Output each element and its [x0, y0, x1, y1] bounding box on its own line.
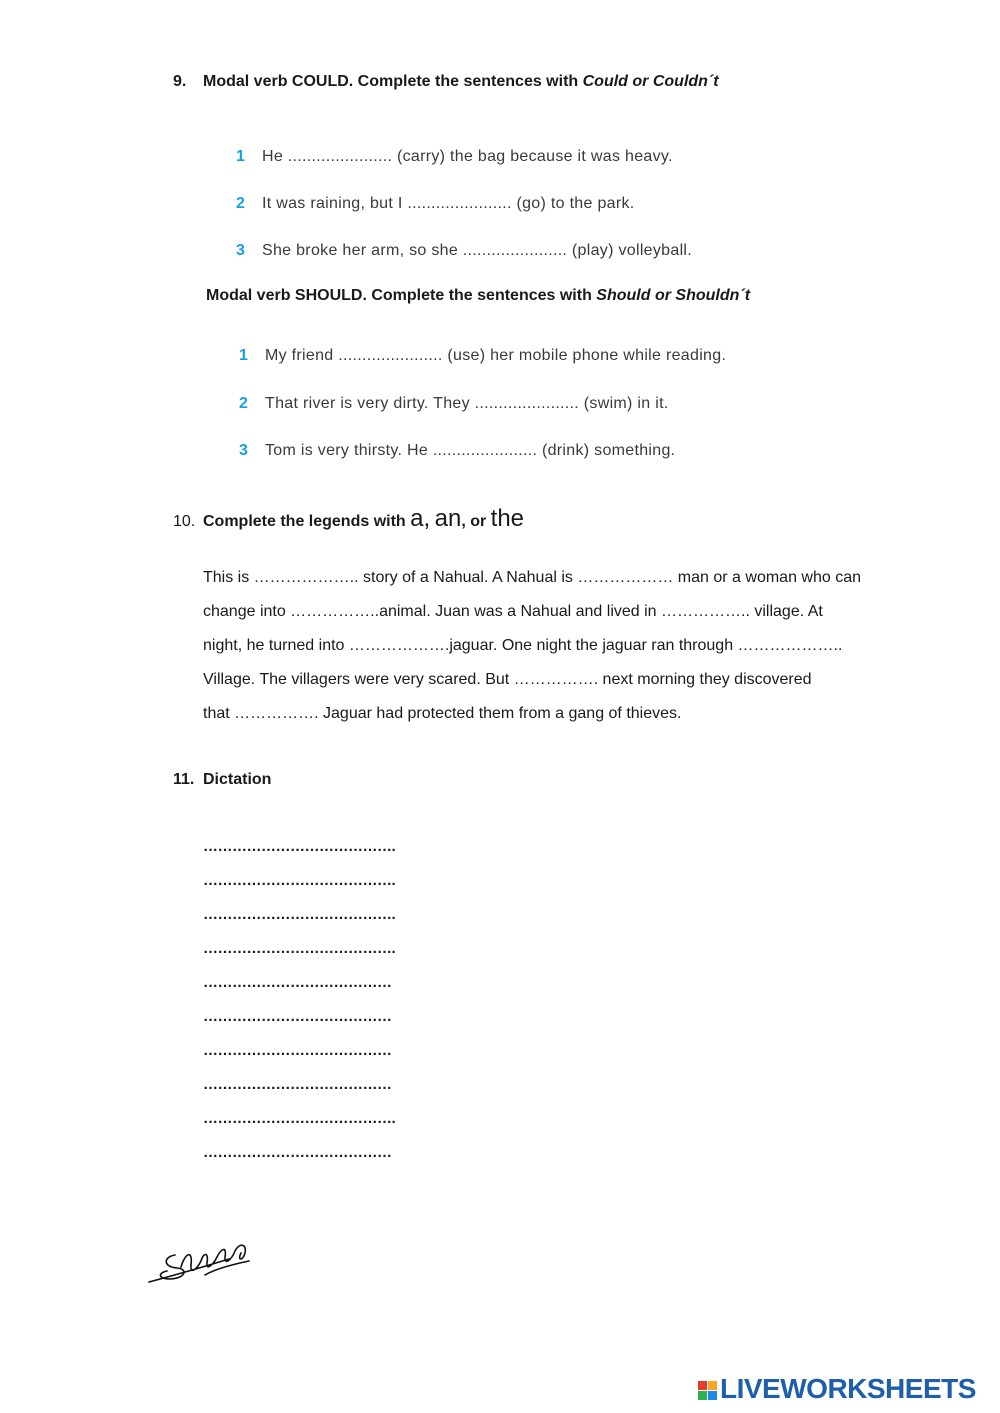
item-text: She broke her arm, so she ...................... (play) volleyball.	[262, 242, 693, 259]
dictation-line[interactable]: ………………………………….	[203, 872, 396, 889]
item-text: That river is very dirty. They ...................... (swim) in it.	[265, 395, 669, 412]
could-item	[236, 148, 673, 166]
paragraph-line: This is ……………….. story of a Nahual. A Nahual is ……………… man or a woman who can	[203, 569, 861, 586]
word-an: an	[434, 505, 462, 532]
should-item	[239, 395, 669, 413]
item-number: 3	[239, 442, 249, 459]
item-number: 3	[236, 242, 246, 259]
section-9-heading	[173, 73, 719, 91]
word-the: the	[490, 505, 525, 532]
heading-emphasis: Could or Couldn´t	[582, 73, 719, 90]
section-11-heading	[173, 771, 271, 789]
should-heading	[206, 287, 750, 305]
item-number: 2	[239, 395, 249, 412]
signature-image	[145, 1235, 255, 1287]
section-number: 9.	[173, 73, 187, 90]
could-item	[236, 195, 635, 213]
could-item	[236, 242, 692, 260]
item-text: My friend ...................... (use) her mobile phone while reading.	[265, 347, 727, 364]
word-a: a,	[410, 505, 431, 532]
logo-mark-icon	[698, 1381, 717, 1400]
word-or: , or	[461, 513, 491, 530]
heading-emphasis: Should or Shouldn´t	[596, 287, 751, 304]
legend-paragraph	[203, 561, 861, 731]
item-number: 1	[236, 148, 246, 165]
item-text: He ...................... (carry) the bag because it was heavy.	[262, 148, 673, 165]
dictation-line[interactable]: …………………………………	[203, 1008, 392, 1025]
should-item	[239, 442, 675, 460]
heading-text: Dictation	[203, 771, 272, 788]
section-number: 10.	[173, 513, 196, 530]
liveworksheets-logo	[698, 1373, 976, 1405]
paragraph-line: that ……………. Jaguar had protected them from a gang of thieves.	[203, 705, 682, 722]
heading-text: Modal verb COULD. Complete the sentences with	[203, 73, 583, 90]
dictation-line[interactable]: …………………………………	[203, 1144, 392, 1161]
dictation-line[interactable]: ………………………………….	[203, 940, 396, 957]
paragraph-line: Village. The villagers were very scared. But ……………. next morning they discovered	[203, 671, 812, 688]
item-number: 1	[239, 347, 249, 364]
paragraph-line: change into ……………..animal. Juan was a Nahual and lived in …………….. village. At	[203, 603, 823, 620]
paragraph-line: night, he turned into ……………….jaguar. One night the jaguar ran through ………………..	[203, 637, 843, 654]
dictation-line[interactable]: …………………………………	[203, 974, 392, 991]
section-number: 11.	[173, 771, 195, 788]
item-text: Tom is very thirsty. He ...................... (drink) something.	[265, 442, 676, 459]
dictation-line[interactable]: ………………………………….	[203, 838, 396, 855]
heading-text: Modal verb SHOULD. Complete the sentences with	[206, 287, 597, 304]
dictation-line[interactable]: ………………………………….	[203, 1110, 396, 1127]
item-text: It was raining, but I ...................... (go) to the park.	[262, 195, 635, 212]
logo-text: LIVEWORKSHEETS	[720, 1373, 976, 1404]
dictation-line[interactable]: …………………………………	[203, 1042, 392, 1059]
dictation-line[interactable]: ………………………………….	[203, 906, 396, 923]
item-number: 2	[236, 195, 246, 212]
should-item	[239, 347, 726, 365]
section-10-heading	[173, 504, 524, 537]
dictation-line[interactable]: …………………………………	[203, 1076, 392, 1093]
heading-text: Complete the legends with	[203, 513, 411, 530]
